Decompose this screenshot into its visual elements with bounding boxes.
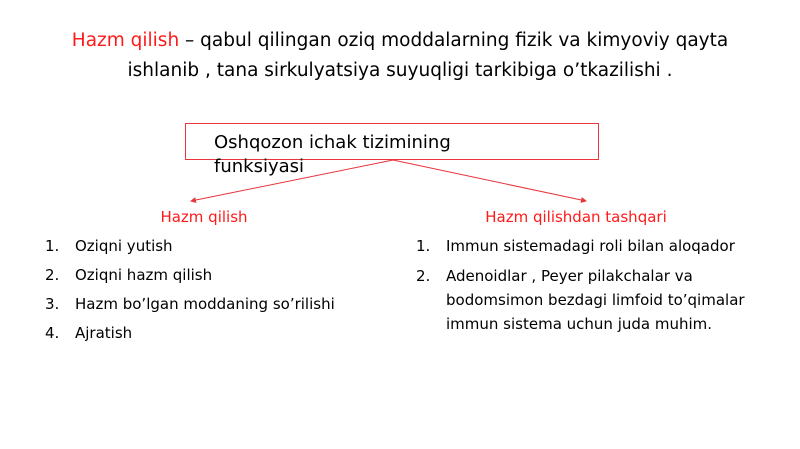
right-list	[416, 234, 760, 342]
list-item	[45, 234, 375, 258]
list-item	[45, 321, 375, 345]
list-item-number: 3.	[45, 295, 60, 313]
list-item-number: 1.	[416, 237, 431, 255]
list-item	[416, 234, 760, 258]
list-item-number: 2.	[45, 266, 60, 284]
list-item	[45, 263, 375, 287]
list-item-text: Immun sistemadagi roli bilan aloqador	[446, 237, 735, 255]
list-item-text: Oziqni yutish	[75, 237, 173, 255]
list-item-number: 2.	[416, 267, 431, 285]
list-item-text: Hazm bo’lgan moddaning so’rilishi	[75, 295, 335, 313]
arrow-left	[191, 160, 393, 201]
left-column-heading: Hazm qilish	[160, 208, 248, 226]
left-list	[45, 234, 375, 350]
definition-text: – qabul qilingan oziq moddalarning fizik va kimyoviy qayta ishlanib , tana sirkulyatsiya suyuqligi tarkibiga o’tkazilishi .	[127, 30, 729, 81]
function-box-title: Oshqozon ichak tizimining funksiyasi	[214, 132, 451, 177]
list-item-text: Oziqni hazm qilish	[75, 266, 213, 284]
list-item	[45, 292, 375, 316]
list-item-text: Ajratish	[75, 324, 133, 342]
list-item-text: Adenoidlar , Peyer pilakchalar va bodomsimon bezdagi limfoid to’qimalar immun sistema uchun juda muhim.	[446, 267, 745, 333]
list-item-number: 4.	[45, 324, 60, 342]
right-column-heading: Hazm qilishdan tashqari	[485, 208, 667, 226]
list-item	[416, 264, 760, 336]
arrow-right	[393, 160, 586, 201]
list-item-number: 1.	[45, 237, 60, 255]
definition-term: Hazm qilish	[71, 30, 180, 51]
